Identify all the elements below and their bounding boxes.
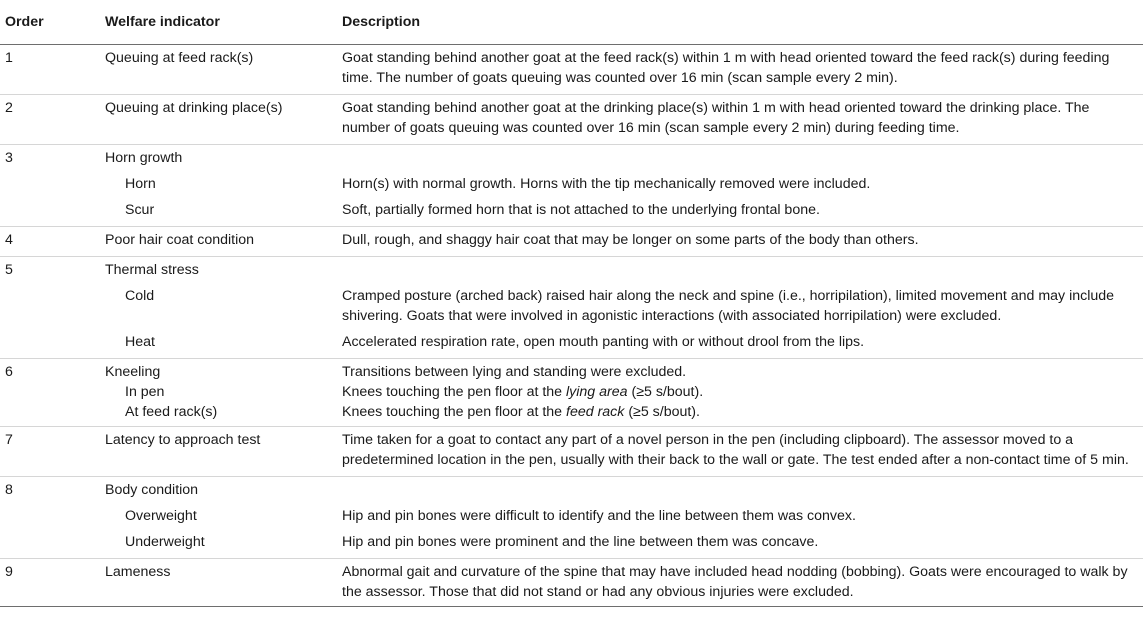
row-description: Transitions between lying and standing were excluded. xyxy=(337,359,1143,383)
table-row xyxy=(0,95,1143,145)
table-subrow xyxy=(0,200,1143,227)
table-subrow xyxy=(0,286,1143,332)
row-description xyxy=(337,477,1143,507)
row-order: 8 xyxy=(0,477,100,507)
subrow-indicator: Cold xyxy=(125,288,155,304)
row-description xyxy=(337,145,1143,175)
subrow-indicator: In pen xyxy=(125,384,165,400)
row-order: 1 xyxy=(0,45,100,95)
subrow-description: Hip and pin bones were difficult to identify and the line between them was convex. xyxy=(342,508,856,524)
table-row xyxy=(0,45,1143,95)
row-description: Goat standing behind another goat at the drinking place(s) within 1 m with head oriented toward the drinking place. The number of goats queuing was counted over 16 min (scan sample every 2 min) during feeding time. xyxy=(337,95,1143,145)
subrow-description: Knees touching the pen floor at the lying area (≥5 s/bout). xyxy=(342,384,704,400)
subrow-indicator: Underweight xyxy=(125,534,205,550)
table-row xyxy=(0,227,1143,257)
table-subrow xyxy=(0,174,1143,200)
row-order: 3 xyxy=(0,145,100,175)
row-indicator: Thermal stress xyxy=(100,257,337,287)
row-order: 2 xyxy=(0,95,100,145)
subrow-indicator: Heat xyxy=(125,334,155,350)
subrow-description: Cramped posture (arched back) raised hair along the neck and spine (i.e., horripilation), limited movement and may include shivering. Goats that were involved in agonistic interactions (with associated horripilation) were excluded. xyxy=(342,288,1115,324)
row-description: Goat standing behind another goat at the feed rack(s) within 1 m with head oriented toward the feed rack(s) during feeding time. The number of goats queuing was counted over 16 min (scan sample every 2 min). xyxy=(337,45,1143,95)
row-description xyxy=(337,257,1143,287)
row-indicator: Kneeling xyxy=(100,359,337,383)
header-description: Description xyxy=(337,0,1143,45)
table-subrow xyxy=(0,506,1143,532)
row-indicator: Horn growth xyxy=(100,145,337,175)
subrow-description: Soft, partially formed horn that is not attached to the underlying frontal bone. xyxy=(342,202,820,218)
table-row xyxy=(0,257,1143,287)
header-indicator: Welfare indicator xyxy=(100,0,337,45)
table-subrow xyxy=(0,332,1143,359)
row-order: 5 xyxy=(0,257,100,287)
row-description: Dull, rough, and shaggy hair coat that may be longer on some parts of the body than others. xyxy=(337,227,1143,257)
subrow-description: Hip and pin bones were prominent and the line between them was concave. xyxy=(342,534,819,550)
row-indicator: Body condition xyxy=(100,477,337,507)
subrow-description: Knees touching the pen floor at the feed rack (≥5 s/bout). xyxy=(342,404,700,420)
row-description: Time taken for a goat to contact any part of a novel person in the pen (including clipboard). The assessor moved to a predetermined location in the pen, usually with their back to the wall or gate. The test ended after a non-contact time of 5 min. xyxy=(337,427,1143,477)
subrow-description: Accelerated respiration rate, open mouth panting with or without drool from the lips. xyxy=(342,334,865,350)
table-row xyxy=(0,477,1143,507)
table-row xyxy=(0,359,1143,383)
row-order: 7 xyxy=(0,427,100,477)
row-indicator: Queuing at feed rack(s) xyxy=(100,45,337,95)
table-subrow xyxy=(0,532,1143,559)
subrow-indicator: Horn xyxy=(125,176,156,192)
row-indicator: Queuing at drinking place(s) xyxy=(100,95,337,145)
row-indicator: Lameness xyxy=(100,559,337,607)
subrow-indicator: Scur xyxy=(125,202,155,218)
table-subrow xyxy=(0,382,1143,402)
row-order: 6 xyxy=(0,359,100,383)
table-row xyxy=(0,559,1143,607)
table-header xyxy=(0,0,1143,45)
subrow-indicator: At feed rack(s) xyxy=(125,404,218,420)
row-description: Abnormal gait and curvature of the spine that may have included head nodding (bobbing). Goats were encouraged to walk by the assessor. Those that did not stand or had any obvious injuries were excluded. xyxy=(337,559,1143,607)
table-subrow xyxy=(0,402,1143,427)
subrow-description: Horn(s) with normal growth. Horns with the tip mechanically removed were included. xyxy=(342,176,871,192)
row-order: 4 xyxy=(0,227,100,257)
row-indicator: Poor hair coat condition xyxy=(100,227,337,257)
row-indicator: Latency to approach test xyxy=(100,427,337,477)
row-order: 9 xyxy=(0,559,100,607)
table-row xyxy=(0,427,1143,477)
subrow-indicator: Overweight xyxy=(125,508,197,524)
table-row xyxy=(0,145,1143,175)
header-order: Order xyxy=(0,0,100,45)
